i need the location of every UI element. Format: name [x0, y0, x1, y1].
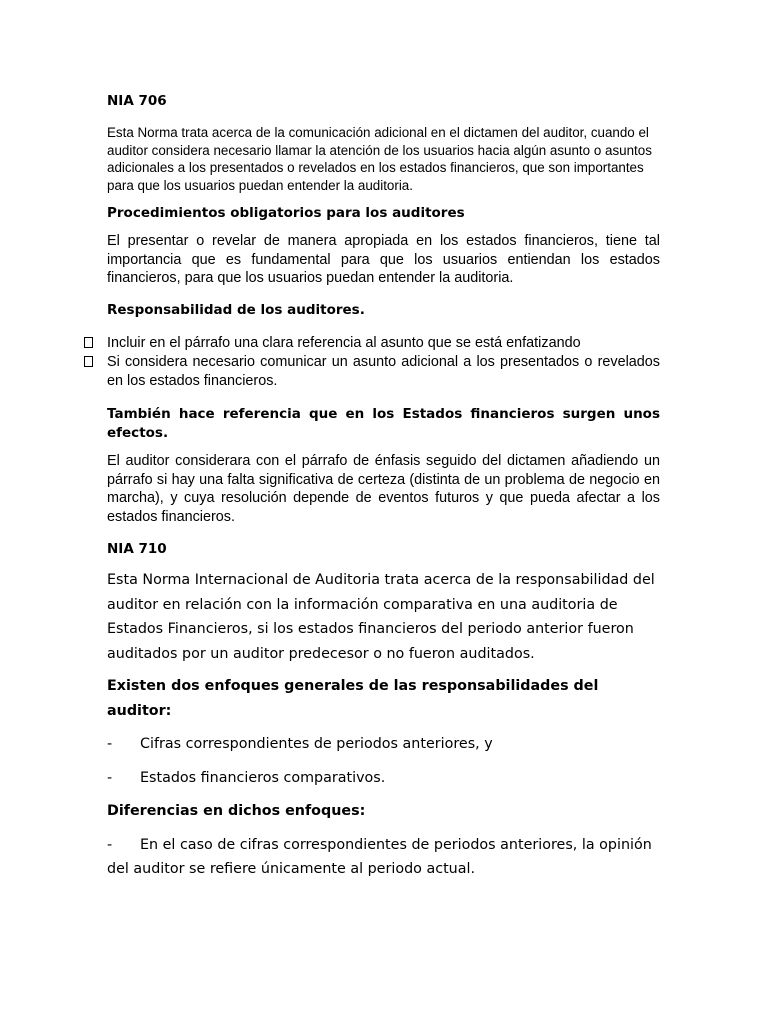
bullet-text: Incluir en el párrafo una clara referencia al asunto que se está enfatizando — [107, 334, 581, 351]
approach-text: Estados financieros comparativos. — [140, 769, 386, 786]
bullet-text: Si considera necesario comunicar un asunto adicional a los presentados o revelados en los estados financieros. — [107, 354, 660, 389]
nia710-title: NIA 710 — [107, 541, 167, 557]
nia706-title: NIA 706 — [107, 93, 167, 109]
nia710-intro: Esta Norma Internacional de Auditoria trata acerca de la responsabilidad del auditor en relación con la información comparativa en una auditoria de Estados Financieros, si los estados financieros del periodo anterior fueron auditados por un auditor predecesor o no fueron auditados. — [107, 572, 655, 662]
responsibility-heading: Responsabilidad de los auditores. — [107, 301, 365, 318]
approach-item — [107, 732, 660, 757]
dash-marker: - — [107, 836, 113, 853]
checkbox-bullet-icon — [84, 356, 93, 367]
procedures-heading: Procedimientos obligatorios para los auditores — [107, 205, 465, 221]
checkbox-bullet-icon — [84, 337, 93, 348]
differences-heading: Diferencias en dichos enfoques: — [107, 803, 366, 819]
bullet-item — [107, 353, 660, 390]
approach-item — [107, 766, 660, 791]
nia706-intro: Esta Norma trata acerca de la comunicación adicional en el dictamen del auditor, cuando el auditor considera necesario llamar la atención de los usuarios hacia algún asunto o asuntos adicionales a los presentados o revelados en los estados financieros, que son importantes para que los usuarios puedan entender la auditoria. — [107, 125, 652, 193]
approaches-heading: Existen dos enfoques generales de las responsabilidades del auditor: — [107, 678, 599, 719]
procedures-text: El presentar o revelar de manera apropiada en los estados financieros, tiene tal importancia que es fundamental para que los usuarios entiendan los estados financieros, para que los usuarios puedan entender la auditoria. — [107, 233, 660, 286]
difference-text: En el caso de cifras correspondientes de periodos anteriores, la opinión del auditor se refiere únicamente al periodo actual. — [107, 836, 652, 877]
dash-marker: - — [107, 736, 113, 752]
document-page — [107, 92, 660, 882]
bullet-item — [107, 334, 660, 353]
difference-item — [107, 833, 660, 882]
approach-text: Cifras correspondientes de periodos anteriores, y — [140, 736, 493, 752]
effects-text: El auditor considerara con el párrafo de énfasis seguido del dictamen añadiendo un párrafo si hay una falta significativa de certeza (distinta de un problema de negocio en marcha), y cuya resolución depende de eventos futuros y que pueda afectar a los estados financieros. — [107, 453, 660, 525]
dash-marker: - — [107, 769, 113, 786]
effects-heading: También hace referencia que en los Estados financieros surgen unos efectos. — [107, 406, 660, 441]
